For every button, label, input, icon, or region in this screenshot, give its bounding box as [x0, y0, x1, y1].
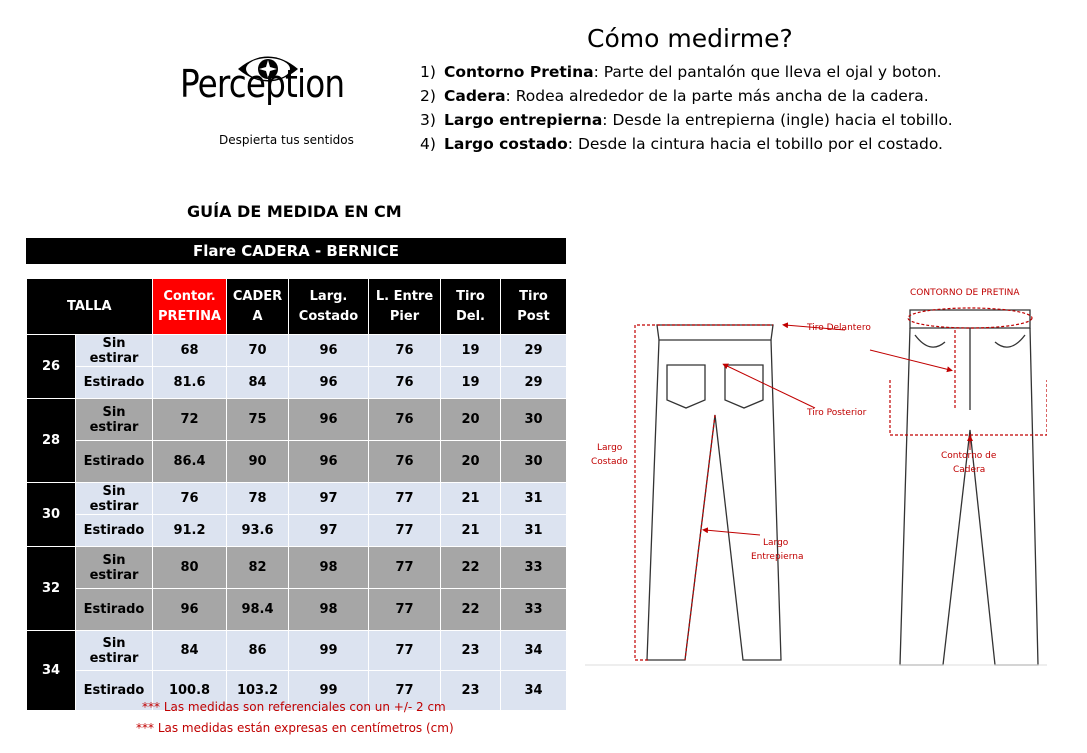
label-largo-entrepierna-1: Largo [763, 538, 789, 548]
table-cell: 77 [369, 515, 441, 547]
header-largo-costado: Larg. Costado [289, 279, 369, 335]
table-cell: 34 [501, 631, 567, 671]
table-row [27, 547, 567, 589]
table-cell: 77 [369, 589, 441, 631]
table-cell: 90 [227, 441, 289, 483]
table-cell: 76 [369, 399, 441, 441]
table-cell: 20 [441, 441, 501, 483]
table-header-row [27, 279, 567, 335]
table-cell: 86.4 [153, 441, 227, 483]
jeans-measurement-diagram [585, 280, 1047, 670]
row-label: Sin estirar [76, 483, 153, 515]
table-cell: 76 [369, 367, 441, 399]
howto-title: Cómo medirme? [587, 24, 793, 53]
table-row [27, 441, 567, 483]
brand-tagline: Despierta tus sentidos [219, 133, 354, 147]
table-cell: 76 [369, 335, 441, 367]
table-cell: 91.2 [153, 515, 227, 547]
size-cell: 32 [27, 547, 76, 631]
table-cell: 75 [227, 399, 289, 441]
header-largo-entrepierna: L. Entre Pier [369, 279, 441, 335]
measurement-lines [635, 308, 1047, 660]
table-cell: 82 [227, 547, 289, 589]
table-cell: 34 [501, 671, 567, 711]
howto-steps [420, 60, 953, 156]
howto-step: 1) Contorno Pretina: Parte del pantalón que lleva el ojal y boton. [420, 63, 942, 81]
table-cell: 21 [441, 483, 501, 515]
table-cell: 19 [441, 367, 501, 399]
table-cell: 84 [153, 631, 227, 671]
table-cell: 33 [501, 589, 567, 631]
header-cadera: CADER A [227, 279, 289, 335]
table-cell: 98 [289, 589, 369, 631]
table-cell: 96 [289, 399, 369, 441]
table-cell: 31 [501, 483, 567, 515]
table-cell: 29 [501, 367, 567, 399]
row-label: Sin estirar [76, 335, 153, 367]
table-cell: 96 [153, 589, 227, 631]
row-label: Estirado [76, 515, 153, 547]
table-cell: 99 [289, 631, 369, 671]
table-cell: 99 [289, 671, 369, 711]
label-largo-entrepierna-2: Entrepierna [751, 552, 804, 562]
table-cell: 23 [441, 631, 501, 671]
table-cell: 81.6 [153, 367, 227, 399]
row-label: Estirado [76, 671, 153, 711]
table-cell: 76 [153, 483, 227, 515]
table-cell: 96 [289, 367, 369, 399]
brand-name: Perception [180, 62, 345, 106]
table-cell: 98.4 [227, 589, 289, 631]
row-label: Sin estirar [76, 547, 153, 589]
table-cell: 29 [501, 335, 567, 367]
table-row [27, 483, 567, 515]
howto-step: 2) Cadera: Rodea alrededor de la parte más ancha de la cadera. [420, 87, 929, 105]
table-cell: 98 [289, 547, 369, 589]
size-cell: 28 [27, 399, 76, 483]
table-cell: 100.8 [153, 671, 227, 711]
table-cell: 77 [369, 547, 441, 589]
size-cell: 34 [27, 631, 76, 711]
table-row [27, 515, 567, 547]
table-cell: 84 [227, 367, 289, 399]
label-contorno-cadera-2: Cadera [953, 465, 986, 475]
table-cell: 93.6 [227, 515, 289, 547]
table-row [27, 589, 567, 631]
jeans-back-view [647, 325, 781, 660]
label-largo-costado-1: Largo [597, 443, 623, 453]
table-cell: 20 [441, 399, 501, 441]
label-tiro-posterior: Tiro Posterior [807, 408, 867, 418]
table-cell: 30 [501, 399, 567, 441]
table-cell: 33 [501, 547, 567, 589]
table-cell: 23 [441, 671, 501, 711]
table-row [27, 335, 567, 367]
label-tiro-delantero: Tiro Delantero [807, 323, 871, 333]
guide-title: GUÍA DE MEDIDA EN CM [187, 202, 402, 221]
table-cell: 86 [227, 631, 289, 671]
label-contorno-cadera-1: Contorno de [941, 451, 997, 461]
table-cell: 70 [227, 335, 289, 367]
table-cell: 97 [289, 515, 369, 547]
table-cell: 77 [369, 483, 441, 515]
table-cell: 68 [153, 335, 227, 367]
howto-step: 3) Largo entrepierna: Desde la entrepierna (ingle) hacia el tobillo. [420, 111, 953, 129]
header-contorno: Contor. PRETINA [153, 279, 227, 335]
table-cell: 77 [369, 631, 441, 671]
howto-step: 4) Largo costado: Desde la cintura hacia el tobillo por el costado. [420, 135, 943, 153]
size-cell: 26 [27, 335, 76, 399]
header-tiro-posterior: Tiro Post [501, 279, 567, 335]
table-cell: 21 [441, 515, 501, 547]
size-cell: 30 [27, 483, 76, 547]
table-cell: 103.2 [227, 671, 289, 711]
table-cell: 78 [227, 483, 289, 515]
notes [136, 697, 454, 739]
note-line: *** Las medidas son referenciales con un +/- 2 cm [142, 700, 446, 714]
table-cell: 19 [441, 335, 501, 367]
header-talla: TALLA [27, 279, 153, 335]
table-cell: 97 [289, 483, 369, 515]
jeans-front-view [900, 310, 1038, 665]
table-cell: 31 [501, 515, 567, 547]
table-cell: 96 [289, 441, 369, 483]
header-tiro-delantero: Tiro Del. [441, 279, 501, 335]
table-cell: 72 [153, 399, 227, 441]
measurement-pointers [705, 325, 970, 535]
row-label: Sin estirar [76, 631, 153, 671]
model-title: Flare CADERA - BERNICE [26, 238, 566, 264]
row-label: Estirado [76, 367, 153, 399]
label-largo-costado-2: Costado [591, 457, 628, 467]
row-label: Estirado [76, 589, 153, 631]
table-cell: 22 [441, 547, 501, 589]
table-cell: 80 [153, 547, 227, 589]
table-cell: 76 [369, 441, 441, 483]
table-cell: 96 [289, 335, 369, 367]
table-cell: 77 [369, 671, 441, 711]
note-line: *** Las medidas están expresas en centímetros (cm) [136, 721, 454, 735]
table-cell: 30 [501, 441, 567, 483]
table-cell: 22 [441, 589, 501, 631]
row-label: Estirado [76, 441, 153, 483]
row-label: Sin estirar [76, 399, 153, 441]
table-row [27, 399, 567, 441]
size-table [26, 278, 567, 711]
table-row [27, 367, 567, 399]
table-row [27, 631, 567, 671]
label-contorno-pretina: CONTORNO DE PRETINA [910, 288, 1020, 298]
